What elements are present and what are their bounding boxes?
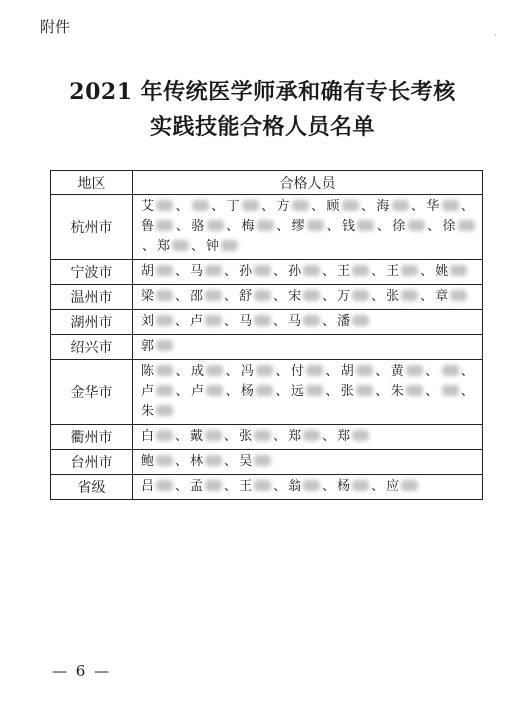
person-name (326, 199, 359, 214)
separator: 、 (175, 454, 190, 469)
redacted-name (254, 315, 271, 326)
person-name (288, 289, 321, 304)
surname: 王 (239, 479, 254, 494)
redacted-name (206, 385, 223, 396)
person-name (191, 384, 224, 399)
person-name (190, 454, 223, 469)
person-name (376, 199, 409, 214)
separator: 、 (420, 289, 435, 304)
separator: 、 (375, 384, 390, 399)
surname: 缪 (291, 219, 307, 234)
separator: 、 (360, 199, 376, 214)
surname: 张 (239, 429, 254, 444)
separator: 、 (175, 479, 190, 494)
personnel-cell (133, 310, 483, 335)
separator: 、 (322, 289, 337, 304)
person-name (227, 199, 260, 214)
personnel-cell (133, 360, 483, 425)
separator: 、 (375, 364, 390, 379)
table-row (51, 195, 483, 260)
redacted-name (254, 480, 271, 491)
redacted-name (156, 315, 173, 326)
person-name (141, 384, 174, 399)
person-name (288, 479, 321, 494)
separator: 、 (225, 384, 240, 399)
person-name (292, 219, 325, 234)
person-name (386, 264, 419, 279)
person-name (239, 454, 272, 469)
person-name (241, 384, 274, 399)
surname: 宋 (288, 289, 303, 304)
redacted-name (356, 385, 373, 396)
redacted-name (205, 315, 222, 326)
redacted-name (392, 200, 409, 211)
redacted-name (352, 430, 369, 441)
surname: 鲁 (141, 219, 156, 234)
page-number: — 6 — (52, 662, 112, 680)
surname: 胡 (340, 364, 356, 379)
redacted-name (401, 290, 418, 301)
surname: 郑 (337, 429, 352, 444)
surname: 丁 (226, 199, 241, 214)
redacted-name (156, 455, 173, 466)
separator: 、 (325, 364, 340, 379)
corner-mark: · (494, 31, 497, 40)
redacted-name (256, 365, 273, 376)
redacted-name (192, 200, 209, 211)
person-name (291, 364, 324, 379)
surname: 卢 (141, 384, 156, 399)
surname: 杨 (337, 479, 352, 494)
separator: 、 (275, 384, 290, 399)
person-name (239, 429, 272, 444)
surname: 马 (239, 314, 254, 329)
person-name (341, 364, 374, 379)
separator: 、 (425, 384, 440, 399)
separator: 、 (224, 429, 239, 444)
redacted-name (352, 265, 369, 276)
separator: 、 (175, 264, 190, 279)
separator: 、 (460, 199, 475, 214)
surname: 黄 (390, 364, 405, 379)
person-name (239, 314, 272, 329)
redacted-name (352, 290, 369, 301)
person-name (190, 289, 223, 304)
table-row (51, 450, 483, 475)
person-name (141, 404, 174, 419)
person-name (435, 289, 468, 304)
separator: 、 (322, 264, 337, 279)
person-name (190, 314, 223, 329)
person-name (141, 339, 174, 354)
personnel-cell (133, 195, 483, 260)
surname: 王 (386, 264, 401, 279)
person-name (141, 364, 174, 379)
surname: 徐 (392, 219, 407, 234)
person-name (141, 219, 174, 234)
separator: 、 (376, 219, 392, 234)
surname: 吴 (239, 454, 254, 469)
person-name (337, 289, 370, 304)
surname: 孙 (239, 264, 254, 279)
surname: 付 (290, 364, 306, 379)
separator: 、 (326, 219, 341, 234)
surname: 马 (190, 264, 205, 279)
person-name (141, 289, 174, 304)
redacted-name (442, 200, 459, 211)
surname: 钟 (206, 239, 221, 254)
redacted-name (206, 365, 223, 376)
attachment-label: 附件 (40, 18, 71, 36)
separator: 、 (426, 219, 442, 234)
person-name (288, 264, 321, 279)
surname: 骆 (191, 219, 206, 234)
separator: 、 (224, 314, 239, 329)
redacted-name (458, 220, 475, 231)
person-name (141, 479, 174, 494)
separator: 、 (420, 264, 435, 279)
surname: 方 (276, 199, 291, 214)
redacted-name (357, 220, 374, 231)
region-cell: 杭州市 (51, 195, 133, 260)
surname: 杨 (240, 384, 256, 399)
separator: 、 (273, 429, 288, 444)
redacted-name (156, 220, 173, 231)
separator: 、 (460, 364, 475, 379)
person-name (386, 479, 419, 494)
surname: 张 (340, 384, 356, 399)
person-name (157, 239, 190, 254)
redacted-name (156, 340, 173, 351)
surname: 章 (435, 289, 450, 304)
redacted-name (205, 265, 222, 276)
separator: 、 (224, 264, 239, 279)
surname: 华 (426, 199, 441, 214)
separator: 、 (322, 479, 337, 494)
person-name (239, 264, 272, 279)
table-row (51, 285, 483, 310)
separator: 、 (322, 314, 337, 329)
redacted-name (254, 265, 271, 276)
table-row (51, 360, 483, 425)
surname: 姚 (435, 264, 450, 279)
surname: 马 (288, 314, 303, 329)
separator: 、 (260, 199, 276, 214)
person-name (190, 264, 223, 279)
redacted-name (254, 430, 271, 441)
redacted-name (406, 385, 423, 396)
person-name (337, 479, 370, 494)
redacted-name (156, 385, 173, 396)
separator: 、 (225, 219, 241, 234)
region-cell: 宁波市 (51, 260, 133, 285)
surname: 远 (290, 384, 306, 399)
redacted-name (292, 200, 309, 211)
person-name (141, 454, 174, 469)
person-name (291, 384, 324, 399)
redacted-name (156, 480, 173, 491)
separator: 、 (310, 199, 326, 214)
redacted-name (401, 265, 418, 276)
separator: 、 (175, 289, 190, 304)
surname: 孟 (190, 479, 205, 494)
separator: 、 (224, 454, 239, 469)
separator: 、 (175, 384, 190, 399)
redacted-name (306, 385, 323, 396)
person-name (191, 364, 224, 379)
surname: 孙 (288, 264, 303, 279)
separator: 、 (322, 429, 337, 444)
redacted-name (205, 455, 222, 466)
surname: 郭 (141, 339, 156, 354)
region-cell: 绍兴市 (51, 335, 133, 360)
redacted-name (221, 240, 238, 251)
person-name (277, 199, 310, 214)
separator: 、 (371, 289, 386, 304)
separator: 、 (371, 264, 386, 279)
surname: 陈 (141, 364, 156, 379)
table-row (51, 260, 483, 285)
person-name (206, 239, 239, 254)
person-name (341, 384, 374, 399)
person-name (426, 199, 459, 214)
personnel-cell (133, 335, 483, 360)
column-header-region: 地区 (51, 171, 133, 195)
redacted-name (306, 365, 323, 376)
redacted-name (352, 480, 369, 491)
qualified-personnel-table (50, 170, 483, 500)
redacted-name (156, 365, 173, 376)
region-cell: 湖州市 (51, 310, 133, 335)
redacted-name (450, 290, 467, 301)
surname: 梁 (141, 289, 156, 304)
redacted-name (156, 265, 173, 276)
redacted-name (406, 365, 423, 376)
person-name (242, 219, 275, 234)
surname: 翁 (288, 479, 303, 494)
redacted-name (254, 290, 271, 301)
surname: 冯 (240, 364, 256, 379)
document-title-line-1: 2021 年传统医学师承和确有专长考核 (69, 79, 456, 105)
redacted-name (156, 405, 173, 416)
redacted-name (256, 385, 273, 396)
redacted-name (156, 200, 173, 211)
person-name (141, 314, 174, 329)
person-name (288, 314, 321, 329)
redacted-name (408, 220, 425, 231)
separator: 、 (210, 199, 226, 214)
person-name (392, 219, 425, 234)
redacted-name (172, 240, 189, 251)
surname: 吕 (141, 479, 156, 494)
separator: 、 (273, 264, 288, 279)
surname: 成 (190, 364, 206, 379)
surname: 朱 (390, 384, 405, 399)
separator: 、 (273, 314, 288, 329)
person-name (441, 364, 460, 379)
separator: 、 (224, 479, 239, 494)
person-name (337, 429, 370, 444)
surname: 林 (190, 454, 205, 469)
redacted-name (205, 430, 222, 441)
person-name (191, 199, 210, 214)
surname: 鲍 (141, 454, 156, 469)
person-name (191, 219, 224, 234)
region-cell: 省级 (51, 475, 133, 500)
separator: 、 (425, 364, 440, 379)
region-cell: 台州市 (51, 450, 133, 475)
person-name (141, 199, 174, 214)
redacted-name (303, 480, 320, 491)
surname: 卢 (190, 314, 205, 329)
person-name (342, 219, 375, 234)
person-name (386, 289, 419, 304)
person-name (443, 219, 476, 234)
table-row (51, 475, 483, 500)
separator: 、 (275, 364, 290, 379)
person-name (141, 429, 174, 444)
separator: 、 (175, 364, 190, 379)
table-header-row (51, 171, 483, 195)
surname: 潘 (337, 314, 352, 329)
person-name (391, 384, 424, 399)
surname: 郑 (288, 429, 303, 444)
personnel-cell (133, 425, 483, 450)
separator: 、 (275, 219, 291, 234)
personnel-cell (133, 450, 483, 475)
table-row (51, 425, 483, 450)
redacted-name (352, 315, 369, 326)
person-name (239, 289, 272, 304)
personnel-cell (133, 475, 483, 500)
table-row (51, 310, 483, 335)
redacted-name (442, 365, 459, 376)
table-body (51, 195, 483, 500)
separator: 、 (175, 429, 190, 444)
person-name (241, 364, 274, 379)
redacted-name (450, 265, 467, 276)
separator: 、 (175, 314, 190, 329)
surname: 顾 (326, 199, 341, 214)
surname: 梅 (241, 219, 256, 234)
separator: 、 (224, 289, 239, 304)
surname: 胡 (141, 264, 156, 279)
separator: 、 (410, 199, 426, 214)
redacted-name (205, 480, 222, 491)
separator: 、 (273, 289, 288, 304)
surname: 朱 (141, 404, 156, 419)
person-name (391, 364, 424, 379)
person-name (435, 264, 468, 279)
surname: 徐 (442, 219, 457, 234)
redacted-name (303, 430, 320, 441)
separator: 、 (175, 219, 191, 234)
separator: 、 (371, 479, 386, 494)
personnel-cell (133, 285, 483, 310)
redacted-name (307, 220, 324, 231)
separator: 、 (325, 384, 340, 399)
surname: 卢 (190, 384, 206, 399)
redacted-name (442, 385, 459, 396)
surname: 钱 (342, 219, 357, 234)
surname: 张 (386, 289, 401, 304)
redacted-name (156, 430, 173, 441)
redacted-name (303, 265, 320, 276)
table-row (51, 335, 483, 360)
person-name (337, 314, 370, 329)
redacted-name (205, 290, 222, 301)
region-cell: 金华市 (51, 360, 133, 425)
redacted-name (401, 480, 418, 491)
person-name (141, 264, 174, 279)
redacted-name (342, 200, 359, 211)
person-name (190, 429, 223, 444)
surname: 艾 (141, 199, 156, 214)
redacted-name (356, 365, 373, 376)
redacted-name (242, 200, 259, 211)
separator: 、 (191, 239, 206, 254)
separator: 、 (175, 199, 190, 214)
redacted-name (207, 220, 224, 231)
redacted-name (303, 315, 320, 326)
column-header-personnel: 合格人员 (133, 171, 483, 195)
surname: 万 (337, 289, 352, 304)
person-name (337, 264, 370, 279)
person-name (441, 384, 460, 399)
surname: 舒 (239, 289, 254, 304)
document-title-line-2: 实践技能合格人员名单 (149, 114, 375, 140)
separator: 、 (225, 364, 240, 379)
surname: 应 (386, 479, 401, 494)
surname: 王 (337, 264, 352, 279)
redacted-name (257, 220, 274, 231)
surname: 戴 (190, 429, 205, 444)
surname: 郑 (157, 239, 172, 254)
redacted-name (254, 455, 271, 466)
surname: 邵 (190, 289, 205, 304)
redacted-name (303, 290, 320, 301)
surname: 白 (141, 429, 156, 444)
redacted-name (156, 290, 173, 301)
separator: 、 (142, 239, 157, 254)
personnel-cell (133, 260, 483, 285)
separator: 、 (273, 479, 288, 494)
surname: 海 (376, 199, 391, 214)
surname: 刘 (141, 314, 156, 329)
person-name (239, 479, 272, 494)
region-cell: 温州市 (51, 285, 133, 310)
region-cell: 衢州市 (51, 425, 133, 450)
person-name (190, 479, 223, 494)
separator: 、 (460, 384, 475, 399)
person-name (288, 429, 321, 444)
